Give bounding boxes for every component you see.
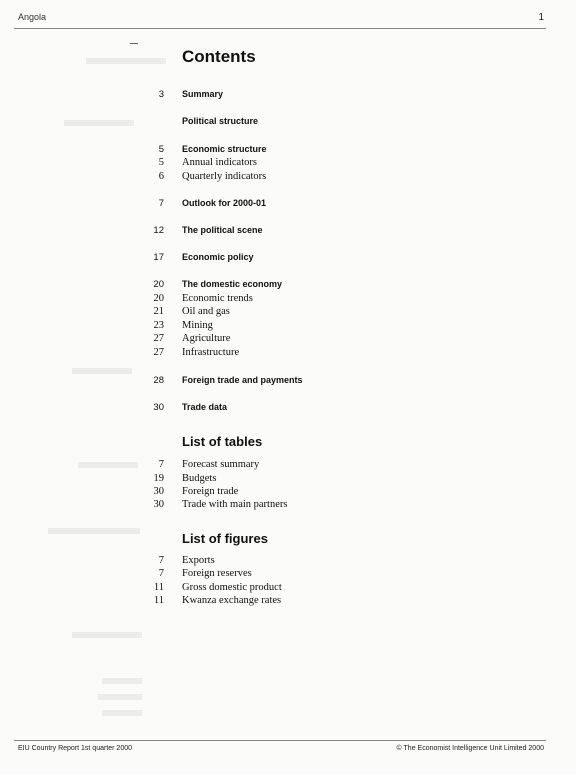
toc-entry (0, 143, 576, 156)
toc-entry-label: Quarterly indicators (182, 171, 267, 182)
toc-entry-label: The domestic economy (182, 279, 283, 289)
toc-entry-label: Trade with main partners (182, 499, 288, 510)
contents-heading: Contents (182, 47, 256, 66)
toc-entry-label: Infrastructure (182, 347, 240, 358)
toc-entry-label: Economic policy (182, 252, 254, 262)
toc-entry-label: Trade data (182, 402, 228, 412)
toc-entry (0, 278, 576, 291)
toc-entry-label: Agriculture (182, 333, 231, 344)
toc-page-number: 17 (153, 252, 164, 263)
toc-entry-label: The political scene (182, 225, 263, 235)
toc-page-number: 7 (158, 459, 164, 470)
toc-entry (0, 170, 576, 183)
toc-entry-label: Mining (182, 320, 213, 331)
toc-page-number: 23 (153, 320, 164, 331)
toc-page-number: 21 (153, 306, 164, 317)
header-rule (14, 28, 546, 29)
toc-entry-label: Outlook for 2000-01 (182, 198, 267, 208)
footer-rule (14, 740, 546, 741)
toc-page-number: 30 (153, 402, 164, 413)
toc-entry (0, 305, 576, 318)
toc-page-number: 12 (153, 225, 164, 236)
toc-page-number: 19 (153, 473, 164, 484)
toc-entry (0, 251, 576, 264)
toc-entry-label: Budgets (182, 473, 217, 484)
page-number: 1 (538, 12, 544, 23)
toc-page-number: 7 (158, 568, 164, 579)
toc-entry-label: Summary (182, 89, 224, 99)
toc-page-number: 6 (158, 171, 164, 182)
toc-entry (0, 581, 576, 594)
show-through-line (86, 58, 166, 64)
toc-entry-label: Economic trends (182, 293, 253, 304)
toc-page-number: 7 (158, 198, 164, 209)
running-header-country: Angola (18, 12, 47, 22)
footer-copyright: © The Economist Intelligence Unit Limited 2000 (396, 745, 544, 752)
toc-page-number: 5 (158, 157, 164, 168)
toc-entry (0, 567, 576, 580)
toc-page-number: 11 (153, 595, 164, 606)
toc-page-number: 30 (153, 499, 164, 510)
toc-entry (0, 156, 576, 169)
toc-entry (0, 319, 576, 332)
toc-entry (0, 374, 576, 387)
toc-page-number: 5 (158, 144, 164, 155)
toc-page-number: 27 (153, 347, 164, 358)
toc-page-number: 28 (153, 375, 164, 386)
toc-entry-label: Foreign trade and payments (182, 375, 303, 385)
toc-entry (0, 224, 576, 237)
toc-entry-label: Political structure (182, 116, 259, 126)
show-through-line (98, 694, 142, 700)
toc-entry (0, 346, 576, 359)
toc-page-number: 7 (158, 555, 164, 566)
toc-entry-label: Gross domestic product (182, 582, 282, 593)
show-through-line (102, 678, 142, 684)
toc-entry (0, 594, 576, 607)
footer-publication: EIU Country Report 1st quarter 2000 (18, 745, 133, 752)
toc-entry (0, 197, 576, 210)
toc-page-number: 30 (153, 486, 164, 497)
show-through-line (72, 632, 142, 638)
toc-entry (0, 115, 576, 128)
toc-entry (0, 332, 576, 345)
figures-heading: List of figures (182, 531, 268, 546)
toc-page-number: 27 (153, 333, 164, 344)
toc-entry-label: Kwanza exchange rates (182, 595, 282, 606)
toc-entry (0, 472, 576, 485)
toc-entry-label: Forecast summary (182, 459, 260, 470)
toc-entry-label: Foreign reserves (182, 568, 252, 579)
toc-entry (0, 485, 576, 498)
toc-page-number: 11 (153, 582, 164, 593)
toc-entry-label: Foreign trade (182, 486, 239, 497)
decorative-dash (130, 43, 138, 44)
toc-entry (0, 88, 576, 101)
toc-entry-label: Oil and gas (182, 306, 230, 317)
show-through-line (48, 528, 140, 534)
toc-entry-label: Economic structure (182, 144, 267, 154)
toc-entry (0, 401, 576, 414)
toc-page-number: 3 (158, 89, 164, 100)
toc-entry (0, 498, 576, 511)
toc-entry-label: Annual indicators (182, 157, 257, 168)
toc-entry-label: Exports (182, 555, 215, 566)
tables-heading: List of tables (182, 434, 263, 449)
show-through-line (102, 710, 142, 716)
toc-page-number: 20 (153, 293, 164, 304)
toc-entry (0, 458, 576, 471)
toc-entry (0, 292, 576, 305)
toc-page-number: 20 (153, 279, 164, 290)
toc-entry (0, 554, 576, 567)
